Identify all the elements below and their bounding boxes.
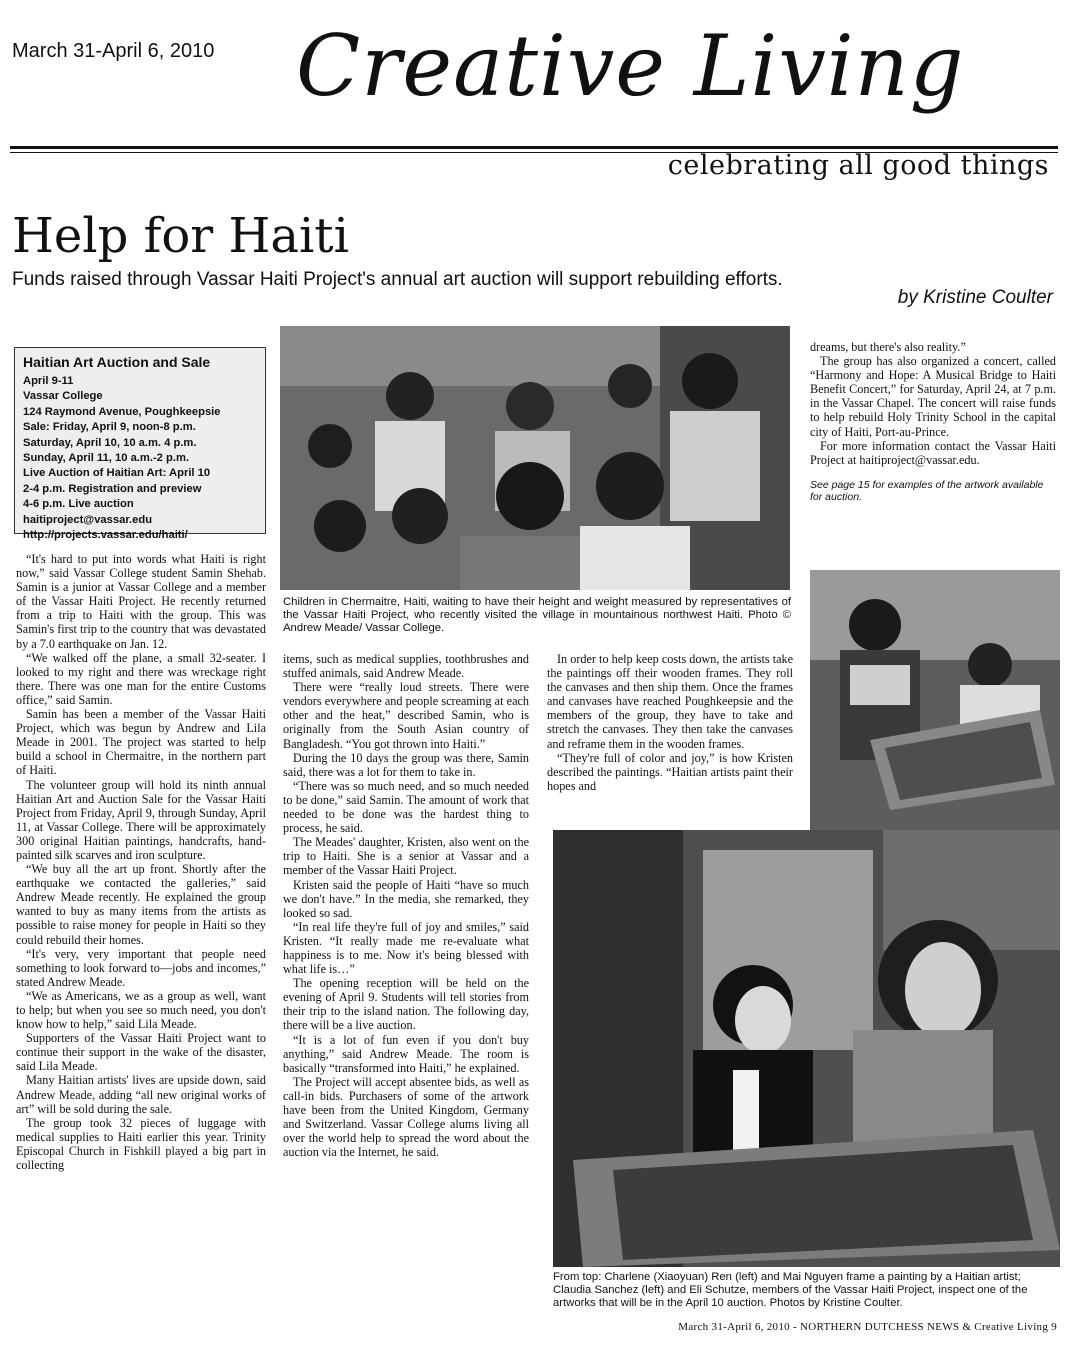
article-column-1 xyxy=(16,552,266,1172)
framing-photo-bottom-image xyxy=(553,830,1060,1267)
paragraph: “In real life they're full of joy and smiles,” said Kristen. “It really made me re-evaluate what happiness is to me. Now it's being blessed with what life is…” xyxy=(283,919,529,977)
paragraph: During the 10 days the group was there, Samin said, there was a lot for them to take in. xyxy=(283,750,529,779)
children-photo xyxy=(280,326,790,590)
framing-photo-bottom xyxy=(553,830,1060,1267)
paragraph: For more information contact the Vassar Haiti Project at haitiproject@vassar.edu. xyxy=(810,438,1056,467)
paragraph: There were “really loud streets. There were vendors everywhere and people screaming at each other and the heat,” described Samin, who is originally from the South Asian country of Bangladesh. “You got thrown into Haiti.” xyxy=(283,680,529,751)
info-line: Sale: Friday, April 9, noon-8 p.m. xyxy=(23,421,196,434)
framing-photo-top xyxy=(810,570,1060,830)
paragraph: “It's hard to put into words what Haiti is right now,” said Vassar College student Samin Shehab. Samin is a junior at Vassar College and a member of the Vassar Haiti Project. He recently returned from a trip to Haiti with the group. This was Samin's first trip to the country that was devastated by a 7.0 earthquake on Jan. 12. xyxy=(16,552,266,651)
event-info-box xyxy=(14,347,266,542)
article-headline: Help for Haiti xyxy=(12,208,349,264)
info-line: 124 Raymond Avenue, Poughkeepsie xyxy=(23,405,221,418)
paragraph: The group took 32 pieces of luggage with medical supplies to Haiti earlier this year. Trinity Episcopal Church in Fishkill played a big part in collecting xyxy=(16,1115,266,1173)
info-line: April 9-11 xyxy=(23,375,74,387)
article-column-4 xyxy=(810,340,1056,504)
paragraph: dreams, but there's also reality.” xyxy=(810,340,966,354)
paragraph: Samin has been a member of the Vassar Haiti Project, which was begun by Andrew and Lila Meade in 2001. The project was started to help build a school in Chermaitre, in the northern part of Haiti. xyxy=(16,707,266,778)
paragraph: In order to help keep costs down, the artists take the paintings off their wooden frames. They roll the canvases and then ship them. Once the frames and canvases have reached Poughkeepsie and the members of the group, they have to take and stretch the canvases. They then take the canvases and reframe them in the wooden frames. xyxy=(547,652,793,751)
header-rule xyxy=(10,146,1058,149)
paragraph: Kristen said the people of Haiti “have so much we don't have.” In the media, she remarked, they looked so sad. xyxy=(283,877,529,920)
info-line: Saturday, April 10, 10 a.m. 4 p.m. xyxy=(23,436,197,449)
info-url[interactable]: http://projects.vassar.edu/haiti/ xyxy=(23,529,188,542)
paragraph: Many Haitian artists' lives are upside down, said Andrew Meade, adding “all new original works of art” will be sold during the sale. xyxy=(16,1073,266,1116)
children-photo-caption: Children in Chermaitre, Haiti, waiting to have their height and weight measured by representatives of the Vassar Haiti Project, who recently visited the village in mountainous northwest Haiti. Photo © Andrew Meade/ Vassar College. xyxy=(283,596,791,634)
framing-photo-top-image xyxy=(810,570,1060,830)
paragraph: “We buy all the art up front. Shortly after the earthquake we contacted the galleries,” said Andrew Meade recently. He explained the group wanted to buy as many items from the artists as possible to raise money for people in Haiti so they could rebuild their homes. xyxy=(16,862,266,947)
paragraph: “It's very, very important that people need something to look forward to—jobs and incomes,” stated Andrew Meade. xyxy=(16,946,266,989)
paragraph: The opening reception will be held on the evening of April 9. Students will tell stories from their trip to the island nation. The following day, there will be a live auction. xyxy=(283,976,529,1033)
paragraph: “There was so much need, and so much needed to be done,” said Samin. The amount of work that needed to be done was the hardest thing to process, he said. xyxy=(283,778,529,836)
article-column-3 xyxy=(547,652,793,793)
article-byline: by Kristine Coulter xyxy=(897,287,1053,308)
section-tagline: celebrating all good things xyxy=(667,150,1049,181)
paragraph: “It is a lot of fun even if you don't buy anything,” said Andrew Meade. The room is basically “transformed into Haiti,” he explained. xyxy=(283,1032,529,1075)
paragraph: The Project will accept absentee bids, as well as call-in bids. Purchasers of some of the artwork have been from the United Kingdom, Germany and Switzerland. Vassar College alums living all over the world help to spread the word about the auction via the Internet, he said. xyxy=(283,1074,529,1160)
paragraph: The Meades' daughter, Kristen, also went on the trip to Haiti. She is a senior at Vassar and a member of the Vassar Haiti Project. xyxy=(283,835,529,878)
paragraph: items, such as medical supplies, toothbrushes and stuffed animals, said Andrew Meade. xyxy=(283,652,529,681)
info-line: 2-4 p.m. Registration and preview xyxy=(23,482,202,495)
info-line: Vassar College xyxy=(23,390,103,403)
paragraph: “We walked off the plane, a small 32-seater. I looked to my right and there was wreckage right there. There was one man for the entire Customs office,” said Samin. xyxy=(16,650,266,707)
paragraph: “We as Americans, we as a group as well, want to help; but when you see so much need, you don't know how to help,” said Lila Meade. xyxy=(16,988,266,1032)
framing-photos-caption: From top: Charlene (Xiaoyuan) Ren (left) and Mai Nguyen frame a painting by a Haitian artist; Claudia Sanchez (left) and Eli Schutze, members of the Vassar Haiti Project, inspect one of the artworks that will be in the April 10 auction. Photos by Kristine Coulter. xyxy=(553,1271,1028,1309)
info-email[interactable]: haitiproject@vassar.edu xyxy=(23,513,153,526)
section-masthead: Creative Living xyxy=(296,17,965,115)
page-footer: March 31-April 6, 2010 - NORTHERN DUTCHESS NEWS & Creative Living 9 xyxy=(678,1321,1057,1333)
children-photo-image xyxy=(280,326,790,590)
issue-date: March 31-April 6, 2010 xyxy=(12,40,215,62)
info-line: Sunday, April 11, 10 a.m.-2 p.m. xyxy=(23,452,190,465)
info-line: 4-6 p.m. Live auction xyxy=(23,498,134,511)
paragraph: The volunteer group will hold its ninth annual Haitian Art and Auction Sale for the Vassar Haiti Project from Friday, April 9, through Sunday, April 11, at Vassar College. There will be approximately 300 original Haitian paintings, handcrafts, hand-painted silk scarves and iron sculpture. xyxy=(16,777,266,862)
see-page-note: See page 15 for examples of the artwork available for auction. xyxy=(810,478,1044,504)
info-box-title: Haitian Art Auction and Sale xyxy=(23,354,211,370)
info-line: Live Auction of Haitian Art: April 10 xyxy=(23,467,211,480)
article-subhead: Funds raised through Vassar Haiti Project's annual art auction will support rebuilding efforts. xyxy=(12,269,783,290)
paragraph: The group has also organized a concert, called “Harmony and Hope: A Musical Bridge to Haiti Benefit Concert,” for Saturday, April 24, at 7 p.m. in the Vassar Chapel. The concert will raise funds to help rebuild Holy Trinity School in the capital city of Haiti, Port-au-Prince. xyxy=(810,354,1056,439)
article-column-2 xyxy=(283,652,529,1159)
paragraph: Supporters of the Vassar Haiti Project want to continue their support in the wake of the disaster, said Lila Meade. xyxy=(16,1031,266,1074)
paragraph: “They're full of color and joy,” is how Kristen described the paintings. “Haitian artists paint their hopes and xyxy=(547,750,793,793)
